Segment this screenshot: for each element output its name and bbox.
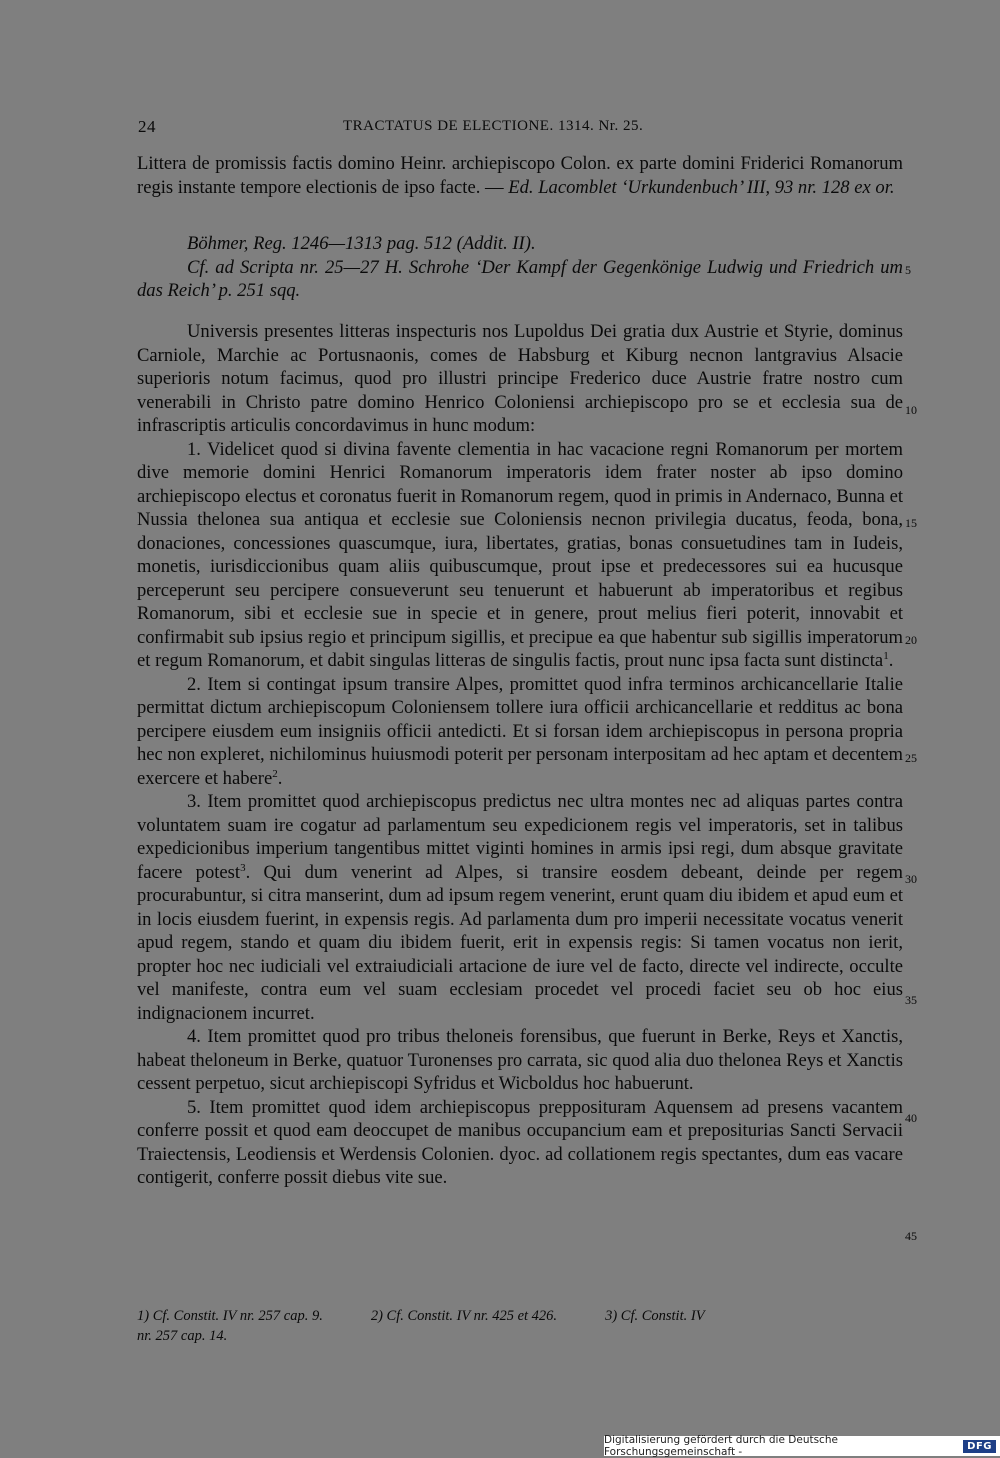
line-number: 40 bbox=[905, 1111, 917, 1125]
funding-credit-bar bbox=[604, 1436, 1000, 1456]
paragraph-article-2: 2. Item si contingat ipsum transire Alpes, promittet quod infra terminos archicancellarie Italie permittat dictum archiepiscopum Coloniensem tollere iura officii archicancellarie et redditus ac bona percipere eiusdem eum insigniis officii antedicti. Et si forsan idem archiepiscopus in persona propria hec non expleret, nichilominus huiusmodi poterit per personam interpositam ad hec aptam et decentem exercere et habere$^2$. bbox=[137, 673, 903, 789]
line-number: 5 bbox=[905, 263, 911, 277]
footnote-mark: 2 bbox=[272, 767, 278, 780]
paragraph-article-3: 3. Item promittet quod archiepiscopus predictus nec ultra montes nec ad aliquas partes contra voluntatem suam ire cogatur ad parlamentum seu expedicionem regis vel imperatoris, set in talibus expedicionibus imperium tangentibus mittet viginti homines in armis ipsi regi, dum absque gravitate facere potest$^3$. Qui dum venerint ad Alpes, si transire eosdem debeant, deinde per regem procurabuntur, si citra manserint, dum ad ipsum regem venerint, erunt quam diu ibidem et apud eum et in locis eiusdem fuerint, in expensis regis. Ad parlamenta dum pro imperii necessitate vocatus venerit apud regem, stando et quam diu ibidem fuerit, erit in expensis regis: Si tamen vocatus non ierit, propter hoc nec iudiciali vel extraiudiciali artacione de iure vel de facto, directe vel indirecte, occulte vel manifeste, contra eum vel suam ecclesiam procedet vel procedi faciet seu ob hoc eius indignacionem incurret. bbox=[137, 791, 903, 1024]
edition-reference: Ed. Lacomblet ‘Urkundenbuch’ III, 93 nr. 128 ex or. bbox=[508, 176, 895, 198]
line-number: 35 bbox=[905, 993, 917, 1007]
reference-item: Böhmer, Reg. 1246—1313 pag. 512 (Addit. II). bbox=[187, 233, 536, 254]
footnote-item: 2) Cf. Constit. IV nr. 425 et 426. bbox=[370, 1308, 558, 1324]
line-number-margin bbox=[905, 0, 935, 1456]
line-number: 15 bbox=[905, 516, 917, 530]
footnote-mark: 1 bbox=[883, 649, 889, 662]
footnotes bbox=[137, 1306, 903, 1346]
line-number: 45 bbox=[905, 1229, 917, 1243]
line-number: 20 bbox=[905, 633, 917, 647]
footnote-item: 3) Cf. Constit. IV bbox=[605, 1308, 705, 1324]
document-summary bbox=[137, 152, 903, 199]
funding-credit-text: Digitalisierung gefördert durch die Deutsche Forschungsgemeinschaft - bbox=[604, 1434, 838, 1458]
footnote-mark: 3 bbox=[240, 861, 246, 874]
paragraph-article-1: 1. Videlicet quod si divina favente clementia in hac vacacione regni Romanorum per mortem dive memorie domini Henrici Romanorum imperatoris idem frater noster ab ipso domino archiepiscopo electus et coronatus fuerit in Romanorum regem, quod in primis in Andernaco, Bunna et Nussia thelonea sua antiqua et ecclesie sue Coloniensis necnon privilegia ducatus, feoda, bona, donaciones, concessiones quascumque, iura, libertates, gratias, bonas consuetudines tam in Iudeis, monetis, iurisdiccionibus quam aliis quibuscumque, prout ipse et predecessores sui ea hucusque perceperunt seu percipere consueverunt seu tenuerunt et habuerunt ab imperatoribus et regibus Romanorum, sibi et ecclesie sue in specie et in genere, prout melius fieri poterit, innovabit et confirmabit sub ipsius regio et principum sigillis, et precipue ea que habentur sub sigillis imperatorum et regum Romanorum, et dabit singulas litteras de singulis factis, prout nunc ipsa facta sunt distincta$^1$. bbox=[137, 438, 903, 671]
reference-item: Cf. ad Scripta nr. 25—27 H. Schrohe ‘Der Kampf der Gegenkönige Ludwig und Friedrich um das Reich’ p. 251 sqq. bbox=[137, 256, 903, 301]
reference-list bbox=[137, 232, 903, 303]
line-number: 25 bbox=[905, 751, 917, 765]
running-title: TRACTATUS DE ELECTIONE. 1314. Nr. 25. bbox=[343, 118, 644, 134]
line-number: 30 bbox=[905, 872, 917, 886]
paragraph-preamble: Universis presentes litteras inspecturis nos Lupoldus Dei gratia dux Austrie et Styrie, dominus Carniole, Marchie ac Portusnaonis, comes de Habsburg et Kiburg necnon lantgravius Alsacie superioris notum facimus, quod pro illustri principe Frederico duce Austrie fratre nostro cum venerabili in Christo patre domino Henrico Coloniensi archiepiscopo pro se et ecclesia sua de infrascriptis articulis concordavimus in hunc modum: bbox=[137, 321, 903, 436]
running-header bbox=[138, 117, 898, 139]
line-number: 10 bbox=[905, 403, 917, 417]
paragraph-article-5: 5. Item promittet quod idem archiepiscopus prepposituram Aquensem ad presens vacantem conferre possit et quod eam deoccupet de manibus occupancium eam et prepositurias Sancti Servacii Traiectensis, Leodiensis et Werdensis Colonien. dyoc. ad collationem regis spectantes, dum eas vacare contigerit, conferre possit diebus vite sue. bbox=[137, 1096, 903, 1188]
page-number: 24 bbox=[138, 117, 156, 136]
paragraph-article-4: 4. Item promittet quod pro tribus theloneis forensibus, que fuerunt in Berke, Reys et Xanctis, habeat theloneum in Berke, quatuor Turonenses pro carrata, sic quod alia duo thelonea Reys et Xanctis cessent perpetuo, sicut archiepiscopi Syfridus et Wicboldus hoc habuerunt. bbox=[137, 1026, 903, 1094]
footnote-item: 1) Cf. Constit. IV nr. 257 cap. 9. bbox=[137, 1308, 323, 1324]
dfg-logo: DFG bbox=[963, 1440, 996, 1453]
summary-text: Littera de promissis factis domino Heinr. archiepiscopo Colon. ex parte domini Friderici Romanorum regis instante tempore electionis de ipso facte. — bbox=[137, 153, 903, 198]
footnote-item: nr. 257 cap. 14. bbox=[137, 1328, 228, 1344]
document-body bbox=[137, 320, 903, 1190]
